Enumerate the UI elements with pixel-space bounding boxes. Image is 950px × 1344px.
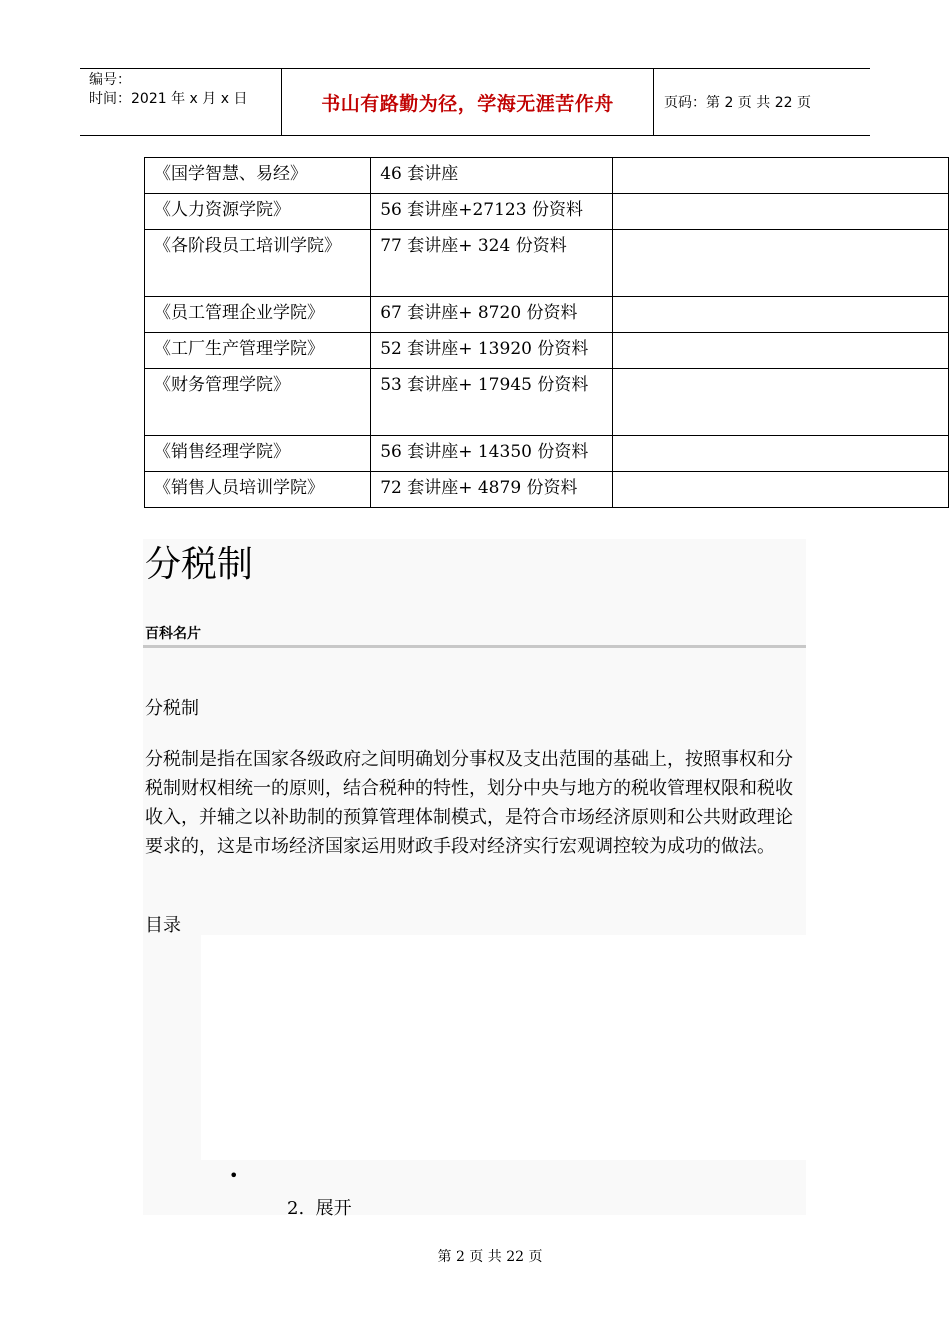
- course-content: 67 套讲座+ 8720 份资料: [371, 297, 613, 333]
- header-motto: 书山有路勤为径，学海无涯苦作舟: [282, 69, 654, 135]
- expand-label: 展开: [315, 1198, 352, 1219]
- course-content: 53 套讲座+ 17945 份资料: [371, 369, 613, 436]
- table-row: [145, 369, 949, 436]
- course-content: 56 套讲座+27123 份资料: [371, 194, 613, 230]
- section-divider: [143, 645, 806, 648]
- table-row: [145, 297, 949, 333]
- course-extra: [613, 436, 949, 472]
- course-table: [144, 157, 949, 508]
- article-section: [143, 539, 806, 1219]
- table-row: [145, 158, 949, 194]
- course-name: 《销售经理学院》: [145, 436, 371, 472]
- course-content: 72 套讲座+ 4879 份资料: [371, 472, 613, 508]
- course-content: 46 套讲座: [371, 158, 613, 194]
- toc-heading: 目录: [145, 915, 181, 936]
- table-row: [145, 436, 949, 472]
- page-header: [80, 68, 870, 136]
- header-number: 编号：: [89, 72, 131, 88]
- course-name: 《人力资源学院》: [145, 194, 371, 230]
- table-row: [145, 333, 949, 369]
- course-extra: [613, 333, 949, 369]
- page-footer: 第 2 页 共 22 页: [437, 1249, 543, 1265]
- toc-panel: [201, 935, 806, 1160]
- header-meta: [80, 69, 282, 135]
- course-extra: [613, 230, 949, 297]
- bullet-icon: •: [229, 1166, 239, 1185]
- table-row: [145, 230, 949, 297]
- course-extra: [613, 472, 949, 508]
- course-content: 56 套讲座+ 14350 份资料: [371, 436, 613, 472]
- course-extra: [613, 158, 949, 194]
- course-name: 《销售人员培训学院》: [145, 472, 371, 508]
- header-time: 时间：2021 年 x 月 x 日: [89, 91, 248, 107]
- header-page-info: 页码：第 2 页 共 22 页: [664, 95, 811, 111]
- course-extra: [613, 194, 949, 230]
- encyclopedia-card-label: 百科名片: [145, 626, 201, 642]
- article-body: 分税制是指在国家各级政府之间明确划分事权及支出范围的基础上，按照事权和分税制财权相统一的原则，结合税种的特性，划分中央与地方的税收管理权限和税收收入，并辅之以补助制的预算管理体制模式，是符合市场经济原则和公共财政理论要求的，这是市场经济国家运用财政手段对经济实行宏观调控较为成功的做法。: [145, 749, 793, 857]
- course-name: 《员工管理企业学院》: [145, 297, 371, 333]
- course-name: 《财务管理学院》: [145, 369, 371, 436]
- expand-link[interactable]: [287, 1194, 352, 1220]
- course-name: 《工厂生产管理学院》: [145, 333, 371, 369]
- table-row: [145, 472, 949, 508]
- course-name: 《国学智慧、易经》: [145, 158, 371, 194]
- course-content: 77 套讲座+ 324 份资料: [371, 230, 613, 297]
- table-row: [145, 194, 949, 230]
- course-extra: [613, 369, 949, 436]
- article-term: 分税制: [145, 698, 199, 719]
- expand-number: 2.: [287, 1198, 305, 1219]
- course-name: 《各阶段员工培训学院》: [145, 230, 371, 297]
- article-title: 分税制: [145, 544, 254, 585]
- course-extra: [613, 297, 949, 333]
- course-content: 52 套讲座+ 13920 份资料: [371, 333, 613, 369]
